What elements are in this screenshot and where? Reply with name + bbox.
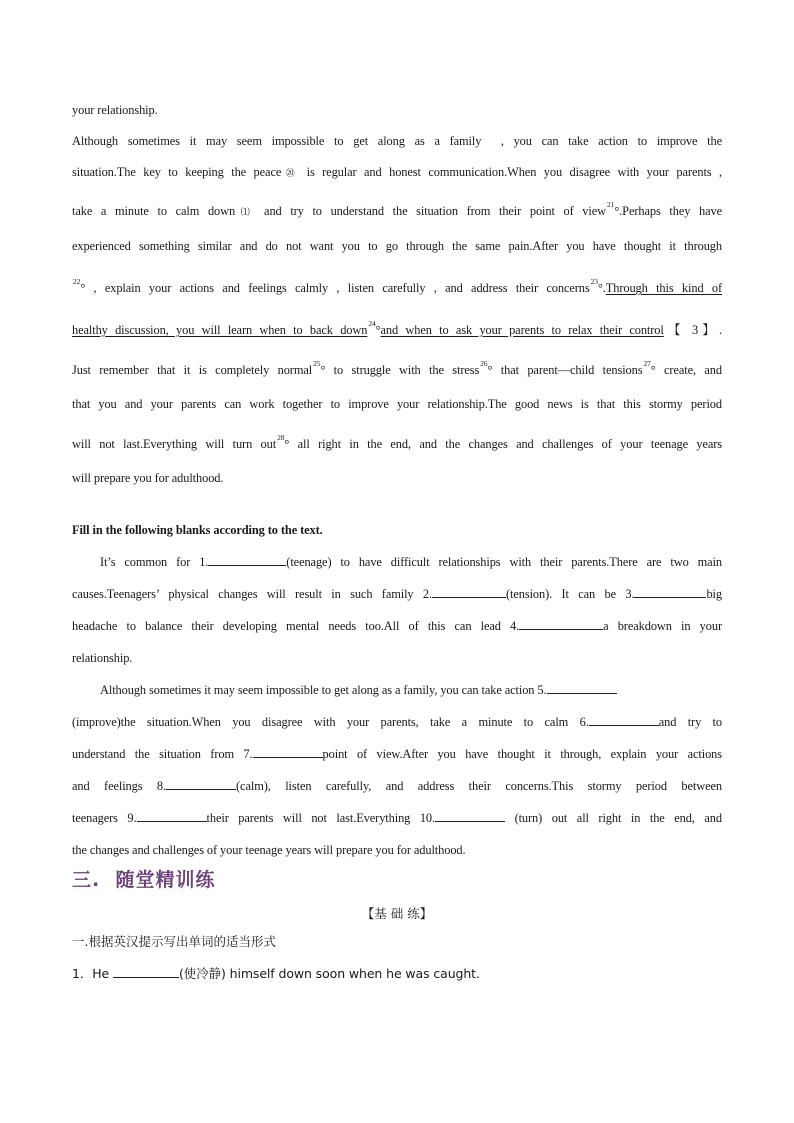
passage-line: Although sometimes it may seem impossible to get along as a family , you can take action to improve the <box>72 134 722 148</box>
exercise-line: (improve)the situation.When you disagree with your parents, take a minute to calm 6. and try to <box>72 715 722 729</box>
passage <box>72 100 722 520</box>
passage-line: experienced something similar and do not want you to go through the same pain.After you have thought it through <box>72 239 722 253</box>
blank-2[interactable] <box>432 585 506 598</box>
exercise-line: causes.Teenagers’ physical changes will result in such family 2. (tension). It can be 3. big <box>72 587 722 601</box>
passage-line: take a minute to calm down⑴ and try to understand the situation from their point of view$^{21}$°.Perhaps they have <box>72 200 722 218</box>
passage-line: your relationship. <box>72 103 158 117</box>
blank-5[interactable] <box>547 681 617 694</box>
exercise-line: relationship. <box>72 651 133 665</box>
passage-line: healthy discussion, you will learn when to back down$^{24}$°and when to ask your parents to relax their control【 3】. <box>72 319 722 337</box>
footnote-number: 25 <box>313 359 321 368</box>
passage-line: will not last.Everything will turn out$^{28}$° all right in the end, and the changes and challenges of your teenage years <box>72 433 722 451</box>
footnote-number: 22 <box>73 277 81 286</box>
footnote-number: 26 <box>480 359 488 368</box>
fill-in-exercise <box>72 520 722 864</box>
blank-3[interactable] <box>634 585 706 598</box>
section-3 <box>72 864 722 988</box>
section-title: 三. 随堂精训练 <box>72 869 216 891</box>
footnote-number: 28 <box>277 433 285 442</box>
underlined-sentence: healthy discussion, you will learn when to back down <box>72 323 368 337</box>
exercise-line: the changes and challenges of your teenage years will prepare you for adulthood. <box>72 843 466 857</box>
part-heading: 一.根据英汉提示写出单词的适当形式 <box>72 934 276 949</box>
exercise-line: understand the situation from 7. point of view.After you have thought it through, explain your actions <box>72 747 722 761</box>
underlined-sentence: Through this kind of <box>605 281 722 295</box>
blank-1[interactable] <box>208 553 286 566</box>
blank-10[interactable] <box>435 809 505 822</box>
exercise-line: and feelings 8. (calm), listen carefully, and address their concerns.This stormy period between <box>72 779 723 793</box>
passage-line: will prepare you for adulthood. <box>72 471 224 485</box>
underlined-sentence: and when to ask your parents to relax their control <box>380 323 664 337</box>
note-marker: ⑴ <box>235 207 256 217</box>
passage-line: $^{22}$° , explain your actions and feelings calmly , listen carefully , and address their concerns$^{23}$°.Through this kind of <box>73 277 722 295</box>
exercise-line: headache to balance their developing mental needs too.All of this can lead 4. a breakdown in your <box>72 619 722 633</box>
blank-4[interactable] <box>519 617 603 630</box>
question-1: 1．He (使冷静) himself down soon when he was caught. <box>72 966 480 981</box>
exercise-line: Although sometimes it may seem impossible to get along as a family, you can take action 5. <box>72 680 722 712</box>
passage-line: Just remember that it is completely normal$^{25}$° to struggle with the stress$^{26}$° that parent—child tensions$^{27}$° create, and <box>72 359 722 377</box>
blank-7[interactable] <box>253 745 323 758</box>
note-marker: ⑳ <box>281 168 300 178</box>
document-page <box>72 100 722 988</box>
exercise-line: It’s common for 1. (teenage) to have difficult relationships with their parents.There are two main <box>100 555 723 569</box>
footnote-number: 21 <box>607 200 615 209</box>
blank-8[interactable] <box>166 777 236 790</box>
exercise-line: teenagers 9. their parents will not last.Everything 10. (turn) out all right in the end, and <box>72 811 722 825</box>
blank-9[interactable] <box>137 809 207 822</box>
passage-line: situation.The key to keeping the peace⑳ is regular and honest communication.When you disagree with your parents , <box>72 165 722 179</box>
blank-q1[interactable] <box>113 965 179 978</box>
passage-line: that you and your parents can work together to improve your relationship.The good news is that this stormy period <box>72 397 722 411</box>
footnote-number: 24 <box>368 319 376 328</box>
footnote-number: 23 <box>590 277 598 286</box>
footnote-number: 27 <box>643 359 651 368</box>
section-subtitle: 【基 础 练】 <box>361 906 433 921</box>
exercise-heading: Fill in the following blanks according to the text. <box>72 523 323 537</box>
blank-6[interactable] <box>589 713 659 726</box>
